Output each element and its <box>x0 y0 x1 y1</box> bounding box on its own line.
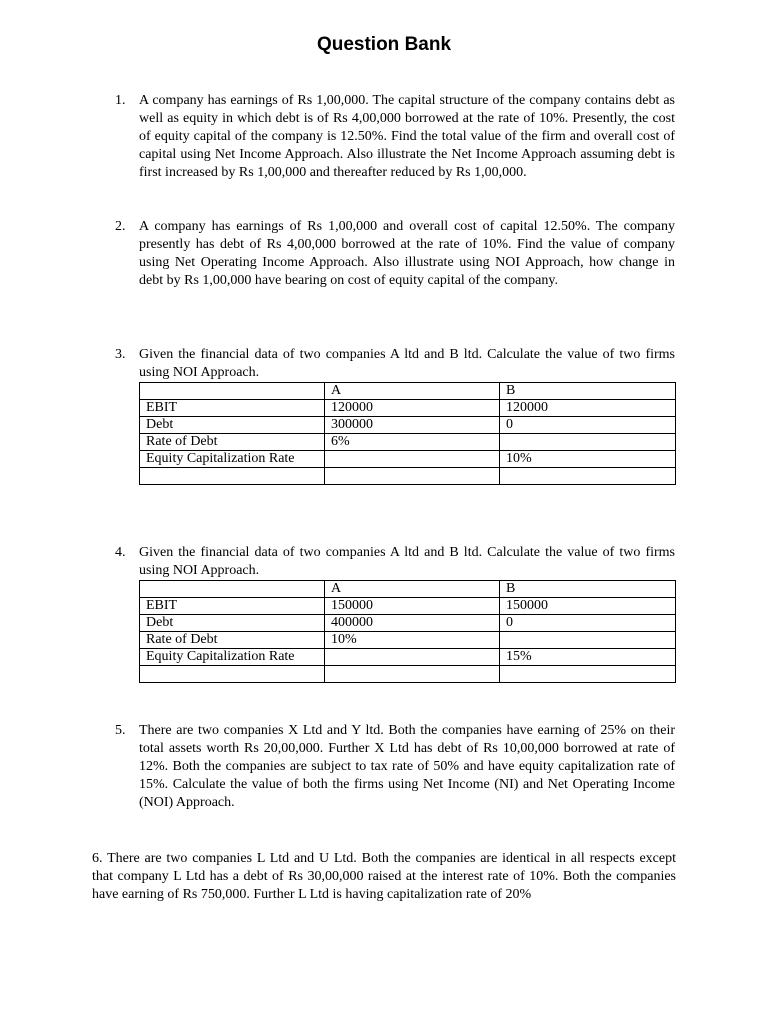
question-text: A company has earnings of Rs 1,00,000. The capital structure of the company contains debt as well as equity in which debt is of Rs 4,00,000 borrowed at the rate of 10%. Presently, the cost of equity capital of the company is 12.50%. Find the total value of the firm and overall cost of capital using Net Income Approach. Also illustrate the Net Income Approach assuming debt is first increased by Rs 1,00,000 and thereafter reduced by Rs 1,00,000. <box>139 93 675 180</box>
table-cell <box>140 468 325 485</box>
table-row <box>140 434 676 451</box>
table-cell: 0 <box>500 417 676 434</box>
question-text: There are two companies L Ltd and U Ltd. Both the companies are identical in all respects except that company L Ltd has a debt of Rs 30,00,000 raised at the interest rate of 10%. Both the companies have earning of Rs 750,000. Further L Ltd is having capitalization rate of 20% <box>92 851 677 902</box>
table-cell: B <box>500 581 676 598</box>
table-cell: 0 <box>500 615 676 632</box>
table-cell: 150000 <box>500 598 676 615</box>
table-cell: Equity Capitalization Rate <box>140 451 325 468</box>
table-cell: EBIT <box>140 598 325 615</box>
question-number: 3. <box>115 347 126 362</box>
table-cell: B <box>500 383 676 400</box>
table-cell: 6% <box>325 434 500 451</box>
table-header-row <box>140 581 676 598</box>
question-number: 4. <box>115 545 126 560</box>
table-cell: Debt <box>140 417 325 434</box>
table-cell: EBIT <box>140 400 325 417</box>
question-1 <box>115 92 675 182</box>
table-cell: 300000 <box>325 417 500 434</box>
question-text: Given the financial data of two companies A ltd and B ltd. Calculate the value of two firms using NOI Approach. <box>139 347 675 380</box>
table-cell: 15% <box>500 649 676 666</box>
table-cell <box>140 666 325 683</box>
table-row <box>140 666 676 683</box>
table-cell <box>325 451 500 468</box>
question-text: Given the financial data of two companies A ltd and B ltd. Calculate the value of two firms using NOI Approach. <box>139 545 675 578</box>
table-row <box>140 615 676 632</box>
table-cell: Debt <box>140 615 325 632</box>
table-cell: A <box>325 383 500 400</box>
table-cell <box>325 666 500 683</box>
table-row <box>140 417 676 434</box>
table-cell: Rate of Debt <box>140 434 325 451</box>
table-row <box>140 400 676 417</box>
table-cell <box>140 383 325 400</box>
question-text: A company has earnings of Rs 1,00,000 and overall cost of capital 12.50%. The company presently has debt of Rs 4,00,000 borrowed at the rate of 10%. Find the value of company using Net Operating Income Approach. Also illustrate using NOI Approach, how change in debt by Rs 1,00,000 have bearing on cost of equity capital of the company. <box>139 219 675 288</box>
question-3 <box>115 346 675 382</box>
table-header-row <box>140 383 676 400</box>
question-number: 2. <box>115 219 126 234</box>
table-cell: 120000 <box>325 400 500 417</box>
table-cell <box>140 581 325 598</box>
financial-table-q3 <box>139 382 676 485</box>
table-cell <box>500 666 676 683</box>
table-cell <box>325 649 500 666</box>
question-4 <box>115 544 675 580</box>
question-number: 6. <box>92 851 103 866</box>
table-cell: 400000 <box>325 615 500 632</box>
table-row <box>140 649 676 666</box>
table-cell: 10% <box>325 632 500 649</box>
table-row <box>140 451 676 468</box>
table-cell <box>325 468 500 485</box>
table-cell: 150000 <box>325 598 500 615</box>
table-cell <box>500 632 676 649</box>
question-2 <box>115 218 675 290</box>
table-cell: 10% <box>500 451 676 468</box>
table-cell: Rate of Debt <box>140 632 325 649</box>
table-row <box>140 468 676 485</box>
table-cell: Equity Capitalization Rate <box>140 649 325 666</box>
table-cell: 120000 <box>500 400 676 417</box>
question-6 <box>92 850 676 904</box>
question-5 <box>115 722 675 812</box>
page-title: Question Bank <box>316 34 452 55</box>
question-number: 1. <box>115 93 126 108</box>
table-row <box>140 632 676 649</box>
table-row <box>140 598 676 615</box>
table-cell <box>500 434 676 451</box>
question-number: 5. <box>115 723 126 738</box>
table-cell <box>500 468 676 485</box>
table-cell: A <box>325 581 500 598</box>
financial-table-q4 <box>139 580 676 683</box>
question-text: There are two companies X Ltd and Y ltd. Both the companies have earning of 25% on their total assets worth Rs 20,00,000. Further X Ltd has debt of Rs 10,00,000 borrowed at rate of 12%. Both the companies are subject to tax rate of 50% and have equity capitalization rate of 15%. Calculate the value of both the firms using Net Income (NI) and Net Operating Income (NOI) Approach. <box>139 723 675 810</box>
